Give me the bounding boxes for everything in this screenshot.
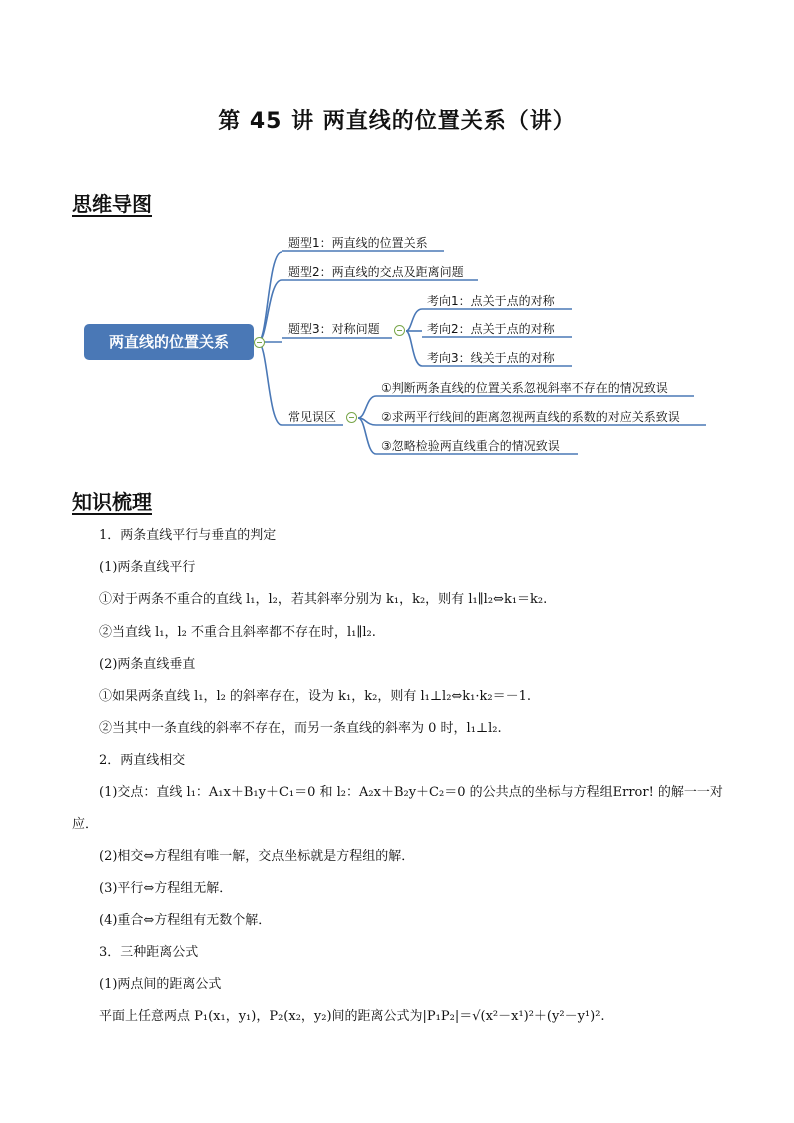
mindmap-node-direction1: 考向1：点关于点的对称 [427, 294, 555, 308]
heading-distance-formulas: 3．三种距离公式 [99, 945, 199, 960]
paragraph: (3)平行⇔方程组无解． [99, 881, 233, 896]
paragraph: (1)两条直线平行 [99, 560, 196, 575]
mindmap-node-type3: 题型3：对称问题 [288, 322, 380, 336]
paragraph: (2)相交⇔方程组有唯一解，交点坐标就是方程组的解． [99, 849, 415, 864]
paragraph: ①如果两条直线 l₁，l₂ 的斜率存在，设为 k₁，k₂，则有 l₁⊥l₂⇔k₁·k₂＝－1. [99, 689, 532, 704]
paragraph: ②当其中一条直线的斜率不存在，而另一条直线的斜率为 0 时，l₁⊥l₂. [99, 721, 502, 736]
mindmap-node-mistake1: ①判断两条直线的位置关系忽视斜率不存在的情况致误 [381, 381, 668, 395]
paragraph: ①对于两条不重合的直线 l₁，l₂，若其斜率分别为 k₁，k₂，则有 l₁∥l₂⇔k₁＝k₂. [99, 592, 548, 607]
collapse-toggle-icon[interactable] [394, 325, 405, 336]
mindmap-node-direction3: 考向3：线关于点的对称 [427, 351, 555, 365]
mindmap-node-mistakes: 常见误区 [288, 410, 337, 424]
section-heading-mindmap: 思维导图 [72, 192, 152, 216]
paragraph: ②当直线 l₁，l₂ 不重合且斜率都不存在时，l₁∥l₂. [99, 625, 376, 640]
heading-parallel-perpendicular: 1．两条直线平行与垂直的判定 [99, 528, 277, 543]
paragraph: (1)两点间的距离公式 [99, 977, 222, 992]
page-title: 第 45 讲 两直线的位置关系（讲） [218, 109, 576, 134]
mindmap-node-direction2: 考向2：点关于点的对称 [427, 322, 555, 336]
paragraph: 平面上任意两点 P₁(x₁，y₁)，P₂(x₂，y₂)间的距离公式为|P₁P₂|＝√(x²－x¹)²＋(y²－y¹)². [99, 1009, 605, 1024]
section-heading-knowledge: 知识梳理 [72, 490, 152, 514]
paragraph: (1)交点：直线 l₁：A₁x＋B₁y＋C₁＝0 和 l₂：A₂x＋B₂y＋C₂＝0 的公共点的坐标与方程组Error! 的解一一对 [99, 785, 723, 800]
collapse-toggle-icon[interactable] [254, 337, 265, 348]
mindmap-node-mistake2: ②求两平行线间的距离忽视两直线的系数的对应关系致误 [381, 410, 680, 424]
paragraph: (2)两条直线垂直 [99, 657, 196, 672]
heading-intersection: 2．两直线相交 [99, 753, 186, 768]
collapse-toggle-icon[interactable] [346, 412, 357, 423]
mindmap-node-type2: 题型2：两直线的交点及距离问题 [288, 265, 464, 279]
mindmap-node-type1: 题型1：两直线的位置关系 [288, 236, 428, 250]
paragraph: (4)重合⇔方程组有无数个解． [99, 913, 272, 928]
mindmap-root-node: 两直线的位置关系 [84, 324, 254, 360]
paragraph-continuation: 应． [72, 817, 99, 832]
mindmap-node-mistake3: ③忽略检验两直线重合的情况致误 [381, 439, 560, 453]
